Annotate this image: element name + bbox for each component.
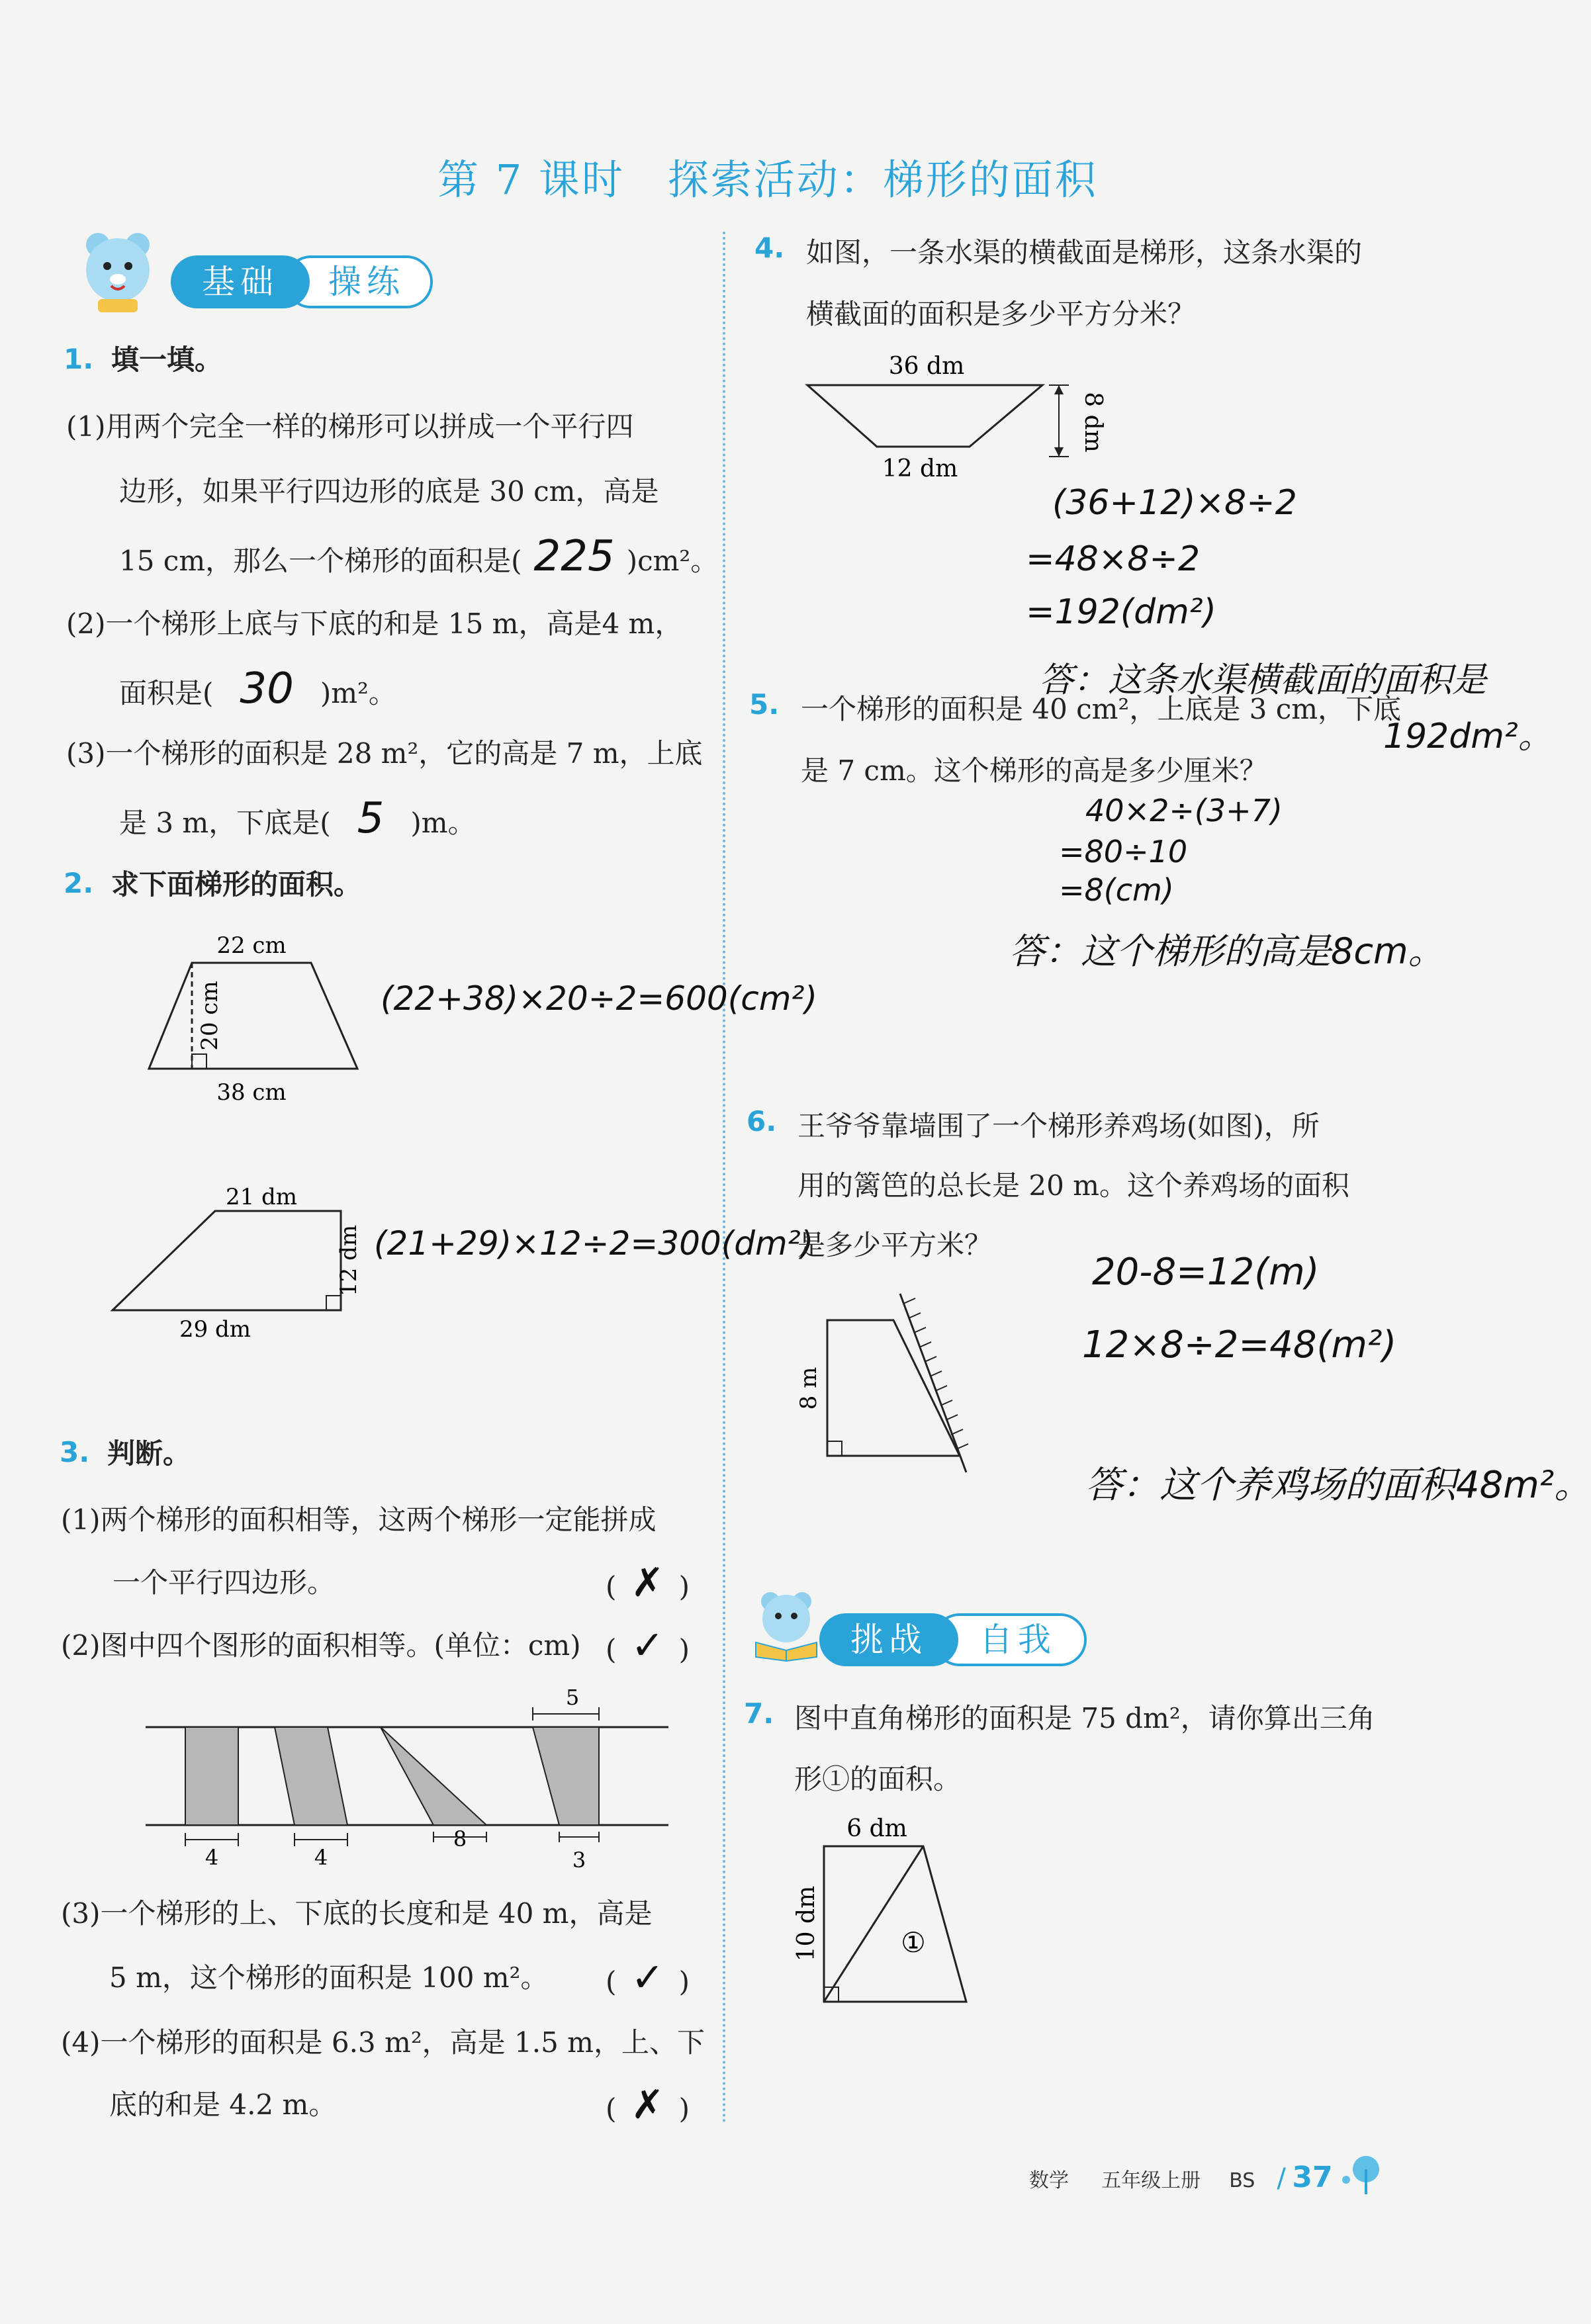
leaf-decoration-icon bbox=[1337, 2151, 1383, 2197]
question-5-work-line-1[interactable]: 40×2÷(3+7) bbox=[1085, 793, 1283, 828]
paren-close: ) bbox=[678, 1570, 690, 1603]
section-badge-basic-right: 操练 bbox=[285, 255, 433, 308]
question-3-part-4-answer-box bbox=[606, 2074, 690, 2140]
reading-bear-icon bbox=[747, 1588, 826, 1661]
question-3-heading: 判断。 bbox=[107, 1437, 191, 1470]
footer-edition: BS bbox=[1229, 2169, 1255, 2192]
question-6-work-line-1[interactable]: 20-8=12(m) bbox=[1092, 1251, 1320, 1294]
paren-open: ( bbox=[606, 1965, 617, 1998]
question-1-part-3-answer[interactable]: 5 bbox=[357, 794, 385, 843]
shape-4-top-label: 5 bbox=[565, 1685, 580, 1710]
trapezoid-figure-2 bbox=[99, 1178, 404, 1350]
question-2-heading: 求下面梯形的面积。 bbox=[111, 868, 362, 901]
question-1-part-1-text-b: )cm²。 bbox=[626, 545, 719, 577]
question-3-part-3-line-2: 5 m，这个梯形的面积是 100 m²。 bbox=[109, 1961, 549, 1994]
question-3-part-3-answer-box bbox=[606, 1947, 690, 2013]
question-5-line-2: 是 7 cm。这个梯形的高是多少厘米？ bbox=[801, 754, 1267, 787]
question-4-line-2: 横截面的面积是多少平方分米？ bbox=[806, 298, 1196, 330]
canal-trapezoid-figure bbox=[794, 344, 1125, 496]
right-trapezoid-triangle-figure bbox=[788, 1810, 986, 2008]
section-badge-challenge-left: 挑战 bbox=[819, 1613, 958, 1666]
question-3-part-1-answer-box bbox=[606, 1552, 690, 1618]
question-1-part-2-line-1: (2)一个梯形上底与下底的和是 15 m，高是4 m， bbox=[66, 607, 683, 640]
question-6-number: 6. bbox=[747, 1105, 777, 1138]
chicken-coop-figure bbox=[791, 1284, 989, 1482]
question-6-work-line-2[interactable]: 12×8÷2=48(m²) bbox=[1082, 1323, 1397, 1366]
question-4-line-1: 如图，一条水渠的横截面是梯形，这条水渠的 bbox=[806, 236, 1363, 269]
trapezoid-figure-1 bbox=[132, 926, 384, 1118]
question-1-part-3-text-b: )m。 bbox=[410, 807, 476, 839]
question-5-answer[interactable]: 答：这个梯形的高是8cm。 bbox=[1009, 930, 1444, 972]
footer-subject: 数学 bbox=[1029, 2169, 1069, 2192]
question-4-answer[interactable]: 答：这条水渠横截面的面积是 bbox=[1039, 660, 1487, 700]
question-2-figure-2-work[interactable]: (21+29)×12÷2=300(dm²) bbox=[374, 1224, 814, 1263]
lesson-title: 第 7 课时 探索活动：梯形的面积 bbox=[437, 156, 1098, 204]
shape-4-base-label: 3 bbox=[572, 1848, 586, 1873]
question-3-part-4-line-1: (4)一个梯形的面积是 6.3 m²，高是 1.5 m，上、下 bbox=[61, 2026, 705, 2059]
question-4-work-line-3[interactable]: =192(dm²) bbox=[1026, 592, 1216, 632]
question-6-line-2: 用的篱笆的总长是 20 m。这个养鸡场的面积 bbox=[797, 1169, 1349, 1202]
q7-triangle-label: ① bbox=[901, 1926, 926, 1959]
figure-2-bottom-label: 29 dm bbox=[179, 1316, 251, 1343]
bear-mascot-icon bbox=[71, 225, 164, 318]
q7-top-label: 6 dm bbox=[846, 1815, 907, 1842]
question-1-part-1-text-a: 15 cm，那么一个梯形的面积是( bbox=[119, 545, 522, 577]
question-3-number: 3. bbox=[60, 1436, 90, 1468]
shape-2-base-label: 4 bbox=[314, 1845, 328, 1870]
question-4-work-line-2[interactable]: =48×8÷2 bbox=[1026, 539, 1201, 579]
figure-2-height-label: 12 dm bbox=[336, 1224, 362, 1297]
canal-bottom-label: 12 dm bbox=[882, 455, 958, 482]
question-5-line-1: 一个梯形的面积是 40 cm²，上底是 3 cm，下底 bbox=[801, 693, 1402, 725]
question-7-line-2: 形①的面积。 bbox=[794, 1763, 962, 1795]
question-1-part-2-answer[interactable]: 30 bbox=[240, 664, 294, 713]
question-3-part-1-mark[interactable]: ✗ bbox=[631, 1560, 664, 1606]
figure-1-top-label: 22 cm bbox=[216, 932, 287, 959]
question-1-part-1-line-2: 边形，如果平行四边形的底是 30 cm，高是 bbox=[119, 475, 659, 508]
figure-2-top-label: 21 dm bbox=[225, 1184, 298, 1210]
coop-height-label: 8 m bbox=[796, 1366, 822, 1410]
figure-1-bottom-label: 38 cm bbox=[216, 1079, 287, 1106]
section-badge-basic-left: 基础 bbox=[171, 255, 310, 308]
paren-close: ) bbox=[678, 1633, 690, 1666]
shape-1-base-label: 4 bbox=[205, 1845, 219, 1870]
question-5-work-line-3[interactable]: =8(cm) bbox=[1059, 872, 1174, 908]
paren-open: ( bbox=[606, 1633, 617, 1666]
question-3-part-2-mark[interactable]: ✓ bbox=[631, 1623, 664, 1669]
question-1-part-1-line-3 bbox=[119, 525, 718, 592]
q7-height-label: 10 dm bbox=[793, 1885, 820, 1962]
question-3-part-1-line-2: 一个平行四边形。 bbox=[113, 1566, 336, 1599]
question-4-number: 4. bbox=[754, 232, 785, 264]
question-1-part-3-line-2 bbox=[119, 787, 476, 854]
question-7-number: 7. bbox=[744, 1697, 774, 1730]
question-6-answer[interactable]: 答：这个养鸡场的面积48m²。 bbox=[1085, 1464, 1591, 1507]
question-4-work-line-1[interactable]: (36+12)×8÷2 bbox=[1052, 483, 1297, 523]
question-7-line-1: 图中直角梯形的面积是 75 dm²，请你算出三角 bbox=[794, 1702, 1375, 1734]
question-3-part-4-line-2: 底的和是 4.2 m。 bbox=[109, 2088, 337, 2121]
question-3-part-4-mark[interactable]: ✗ bbox=[631, 2082, 664, 2128]
figure-1-height-label: 20 cm bbox=[197, 981, 223, 1051]
four-shapes-figure bbox=[139, 1681, 682, 1879]
shape-3-base-label: 8 bbox=[453, 1826, 467, 1852]
question-2-figure-1-work[interactable]: (22+38)×20÷2=600(cm²) bbox=[381, 979, 817, 1018]
question-1-part-1-line-1: (1)用两个完全一样的梯形可以拼成一个平行四 bbox=[66, 410, 634, 443]
question-3-part-2-line-1: (2)图中四个图形的面积相等。(单位：cm) bbox=[61, 1629, 581, 1662]
question-3-part-2-answer-box bbox=[606, 1615, 690, 1681]
column-divider bbox=[723, 232, 725, 2124]
canal-top-label: 36 dm bbox=[888, 353, 965, 380]
question-3-part-3-mark[interactable]: ✓ bbox=[631, 1955, 664, 2001]
question-1-part-3-text-a: 是 3 m，下底是( bbox=[119, 807, 331, 839]
section-badge-challenge-right: 自我 bbox=[933, 1613, 1087, 1666]
paren-open: ( bbox=[606, 1570, 617, 1603]
question-6-line-3: 是多少平方米？ bbox=[797, 1229, 993, 1261]
question-1-heading: 填一填。 bbox=[111, 343, 223, 376]
footer-separator: / bbox=[1277, 2163, 1286, 2194]
question-1-part-1-answer[interactable]: 225 bbox=[533, 532, 615, 581]
question-5-number: 5. bbox=[749, 688, 780, 721]
question-3-part-3-line-1: (3)一个梯形的上、下底的长度和是 40 m，高是 bbox=[61, 1897, 653, 1930]
paren-open: ( bbox=[606, 2092, 617, 2125]
question-1-part-2-text-a: 面积是( bbox=[119, 677, 214, 709]
question-1-number: 1. bbox=[64, 343, 94, 375]
paren-close: ) bbox=[678, 2092, 690, 2125]
question-2-number: 2. bbox=[64, 867, 94, 899]
footer bbox=[1029, 2161, 1333, 2194]
canal-height-label: 8 dm bbox=[1079, 392, 1107, 453]
question-4-answer-value[interactable]: 192dm²。 bbox=[1383, 717, 1553, 756]
page-number: 37 bbox=[1292, 2161, 1333, 2194]
question-6-line-1: 王爷爷靠墙围了一个梯形养鸡场(如图)，所 bbox=[797, 1110, 1320, 1142]
question-5-work-line-2[interactable]: =80÷10 bbox=[1059, 834, 1188, 870]
question-1-part-3-line-1: (3)一个梯形的面积是 28 m²，它的高是 7 m，上底 bbox=[66, 737, 703, 770]
paren-close: ) bbox=[678, 1965, 690, 1998]
question-1-part-2-line-2 bbox=[119, 658, 396, 725]
question-3-part-1-line-1: (1)两个梯形的面积相等，这两个梯形一定能拼成 bbox=[61, 1503, 657, 1536]
footer-grade: 五年级上册 bbox=[1101, 2169, 1201, 2192]
question-1-part-2-text-b: )m²。 bbox=[320, 677, 396, 709]
